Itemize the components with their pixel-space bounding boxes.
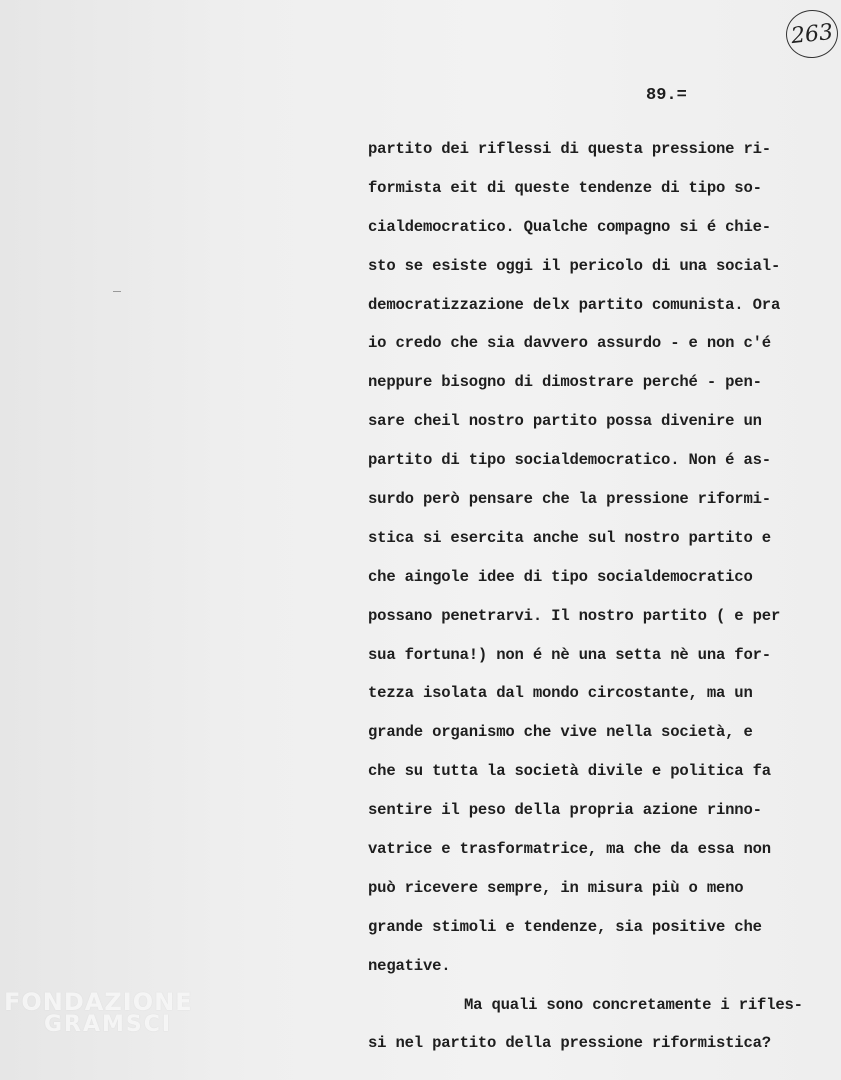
archive-watermark [4, 988, 193, 1037]
text-line: negative. [368, 956, 451, 975]
text-line: neppure bisogno di dimostrare perché - pen- [368, 373, 762, 392]
text-line: cialdemocratico. Qualche compagno si é chie- [368, 217, 771, 236]
text-line: surdo però pensare che la pressione riformi- [368, 490, 771, 509]
text-line: tezza isolata dal mondo circostante, ma un [368, 684, 753, 703]
text-line: sto se esiste oggi il pericolo di una social- [368, 256, 781, 275]
text-line: democratizzazione delx partito comunista. Ora [368, 295, 781, 314]
archive-number-circle: 263 [784, 7, 841, 60]
page-number: 89.= [646, 86, 687, 105]
text-line-indented: Ma quali sono concretamente i rifles- [464, 995, 803, 1014]
text-line: che aingole idee di tipo socialdemocratico [368, 567, 753, 586]
text-line: che su tutta la società divile e politica fa [368, 762, 771, 781]
text-line: possano penetrarvi. Il nostro partito ( e per [368, 606, 781, 625]
text-line: sare cheil nostro partito possa divenire un [368, 412, 762, 431]
text-line: grande organismo che vive nella società, e [368, 723, 753, 742]
margin-mark [113, 291, 121, 292]
text-line: grande stimoli e tendenze, sia positive che [368, 917, 762, 936]
text-line: partito dei riflessi di questa pressione ri- [368, 140, 771, 158]
watermark-line-2: GRAMSCI [44, 1012, 173, 1037]
watermark-line-1: FONDAZIONE [4, 988, 193, 1016]
text-line: stica si esercita anche sul nostro partito e [368, 528, 771, 547]
text-line: sentire il peso della propria azione rinno- [368, 801, 762, 820]
text-line: formista eit di queste tendenze di tipo so- [368, 178, 762, 197]
text-line: può ricevere sempre, in misura più o meno [368, 878, 744, 897]
typed-text-body [368, 130, 838, 1063]
text-line: sua fortuna!) non é nè una setta nè una for- [368, 645, 771, 664]
text-line: partito di tipo socialdemocratico. Non é as- [368, 451, 771, 470]
text-line: io credo che sia davvero assurdo - e non c'é [368, 334, 771, 353]
text-line: si nel partito della pressione riformistica? [368, 1034, 771, 1053]
text-line: vatrice e trasformatrice, ma che da essa non [368, 840, 771, 859]
